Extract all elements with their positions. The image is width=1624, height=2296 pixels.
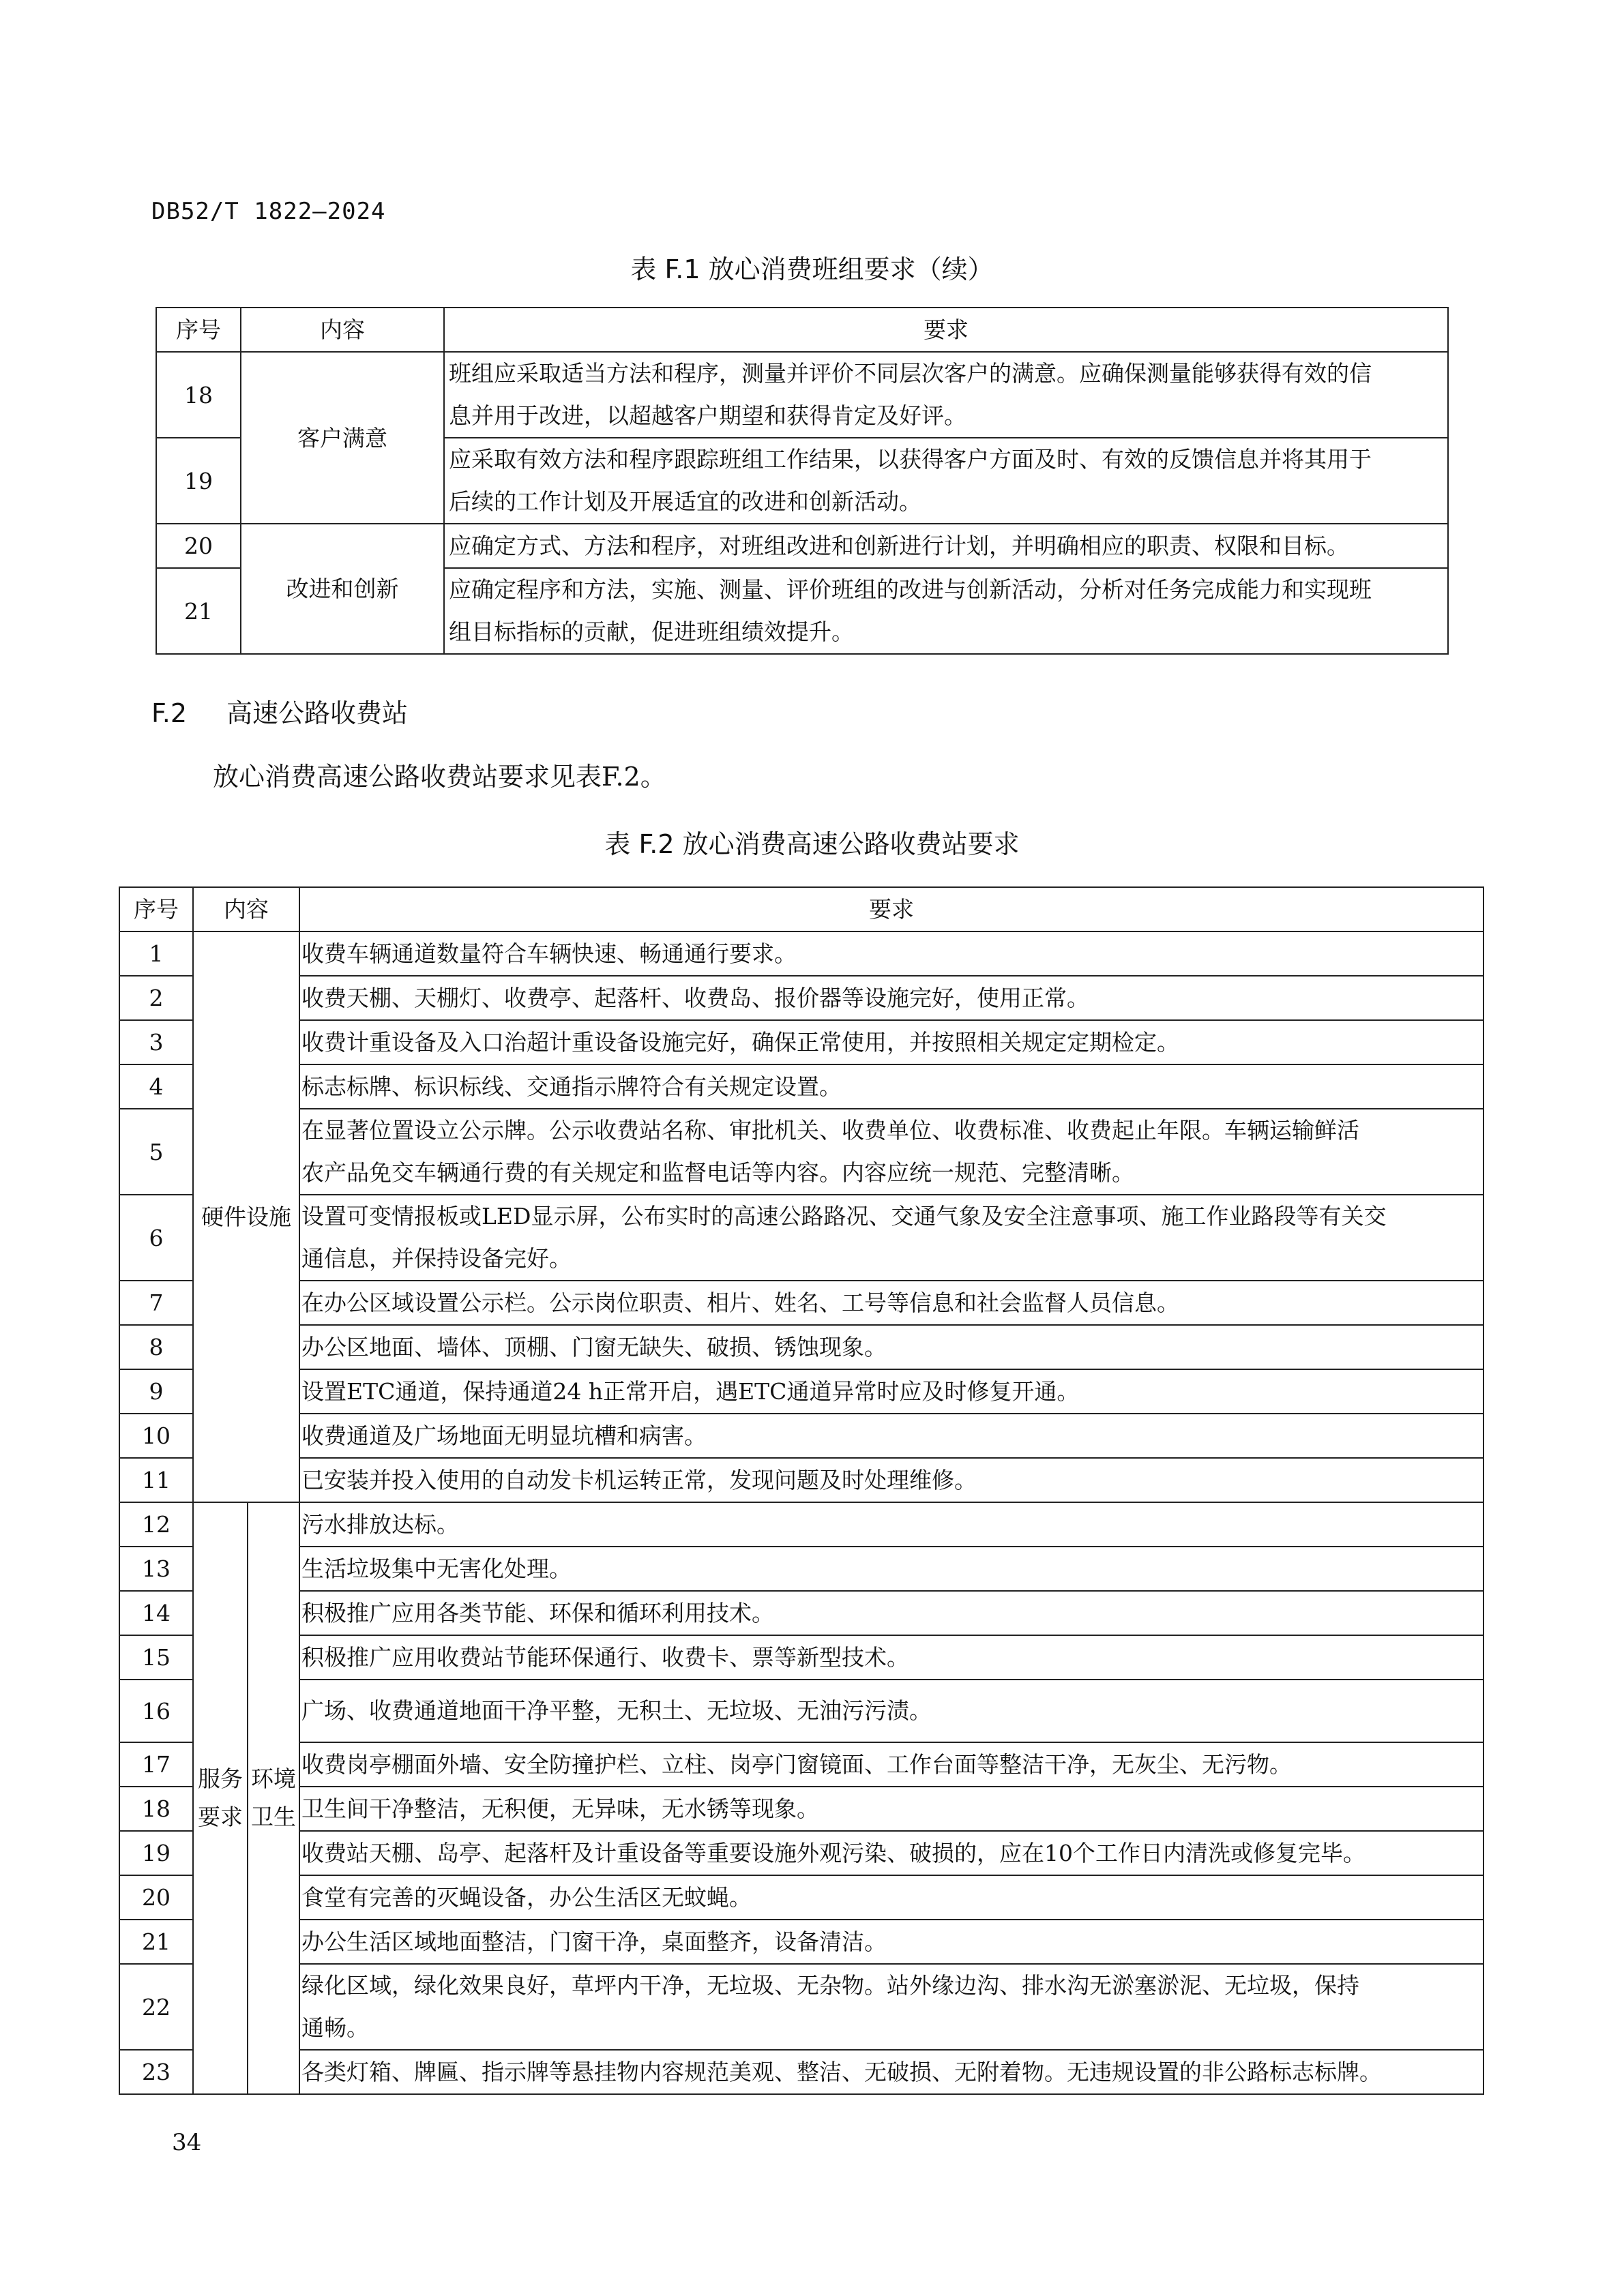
row-number: 18 [119, 1787, 193, 1831]
row-number: 16 [119, 1680, 193, 1742]
table-row [119, 1369, 1483, 1414]
row-number: 5 [119, 1109, 193, 1195]
row-number: 6 [119, 1195, 193, 1281]
requirement-line: 在办公区域设置公示栏。公示岗位职责、相片、姓名、工号等信息和社会监督人员信息。 [301, 1289, 1179, 1316]
requirement-line: 通信息，并保持设备完好。 [301, 1245, 572, 1272]
table-f1-caption: 表 F.1 放心消费班组要求（续） [630, 254, 994, 284]
requirement-cell [299, 1831, 1483, 1875]
content-group: 客户满意 [241, 352, 444, 524]
row-number: 10 [119, 1414, 193, 1458]
requirement-cell [299, 1020, 1483, 1064]
requirement-cell [299, 1964, 1483, 2050]
table-row [119, 1591, 1483, 1635]
requirement-cell [299, 1920, 1483, 1964]
group-line: 服务 [198, 1765, 243, 1792]
table-f1 [156, 307, 1449, 655]
table-row [119, 1020, 1483, 1064]
requirement-cell [299, 1414, 1483, 1458]
section-title: 高速公路收费站 [226, 698, 409, 728]
requirement-cell [299, 1369, 1483, 1414]
table-row [119, 1547, 1483, 1591]
table-row [119, 1325, 1483, 1369]
requirement-cell [299, 1195, 1483, 1281]
requirement-line: 应采取有效方法和程序跟踪班组工作结果，以获得客户方面及时、有效的反馈信息并将其用于 [449, 446, 1372, 473]
requirement-line: 标志标牌、标识标线、交通指示牌符合有关规定设置。 [301, 1073, 842, 1100]
requirement-line: 息并用于改进，以超越客户期望和获得肯定及好评。 [449, 402, 966, 429]
table-row [119, 1458, 1483, 1502]
table-row [119, 931, 1483, 976]
requirement-line: 设置可变情报板或LED显示屏，公布实时的高速公路路况、交通气象及安全注意事项、施工作业路段等有关交 [301, 1203, 1387, 1229]
requirement-line: 班组应采取适当方法和程序，测量并评价不同层次客户的满意。应确保测量能够获得有效的信 [449, 360, 1372, 387]
requirement-cell [299, 1502, 1483, 1547]
header-requirement: 要求 [444, 308, 1448, 352]
table-row [119, 1064, 1483, 1109]
requirement-line: 绿化区域，绿化效果良好，草坪内干净，无垃圾、无杂物。站外缘边沟、排水沟无淤塞淤泥、无垃圾，保持 [301, 1972, 1359, 1999]
requirement-line: 应确定程序和方法，实施、测量、评价班组的改进与创新活动，分析对任务完成能力和实现班 [449, 576, 1372, 603]
header-seq: 序号 [119, 887, 193, 931]
table-row [119, 1414, 1483, 1458]
section-f2-paragraph: 放心消费高速公路收费站要求见表F.2。 [213, 762, 666, 792]
requirement-line: 卫生间干净整洁，无积便，无异味，无水锈等现象。 [301, 1795, 819, 1822]
table-row [119, 2050, 1483, 2094]
requirement-cell [444, 352, 1448, 438]
row-number: 11 [119, 1458, 193, 1502]
section-f2-heading [151, 692, 408, 730]
row-number: 20 [119, 1875, 193, 1920]
requirement-line: 通畅。 [301, 2014, 369, 2041]
requirement-line: 应确定方式、方法和程序，对班组改进和创新进行计划，并明确相应的职责、权限和目标。 [449, 532, 1349, 559]
table-row [119, 1680, 1483, 1742]
table-row [156, 352, 1448, 438]
requirement-cell [299, 2050, 1483, 2094]
content-group: 改进和创新 [241, 524, 444, 654]
page-number: 34 [172, 2129, 202, 2156]
requirement-cell [299, 1875, 1483, 1920]
requirement-cell [299, 1325, 1483, 1369]
row-number: 19 [119, 1831, 193, 1875]
document-code: DB52/T 1822—2024 [151, 198, 386, 225]
row-number: 18 [156, 352, 241, 438]
table-row [119, 976, 1483, 1020]
table-header-row [119, 887, 1483, 931]
requirement-cell [444, 438, 1448, 524]
requirement-cell [299, 1064, 1483, 1109]
row-number: 12 [119, 1502, 193, 1547]
table-header-row [156, 308, 1448, 352]
table-row [119, 1195, 1483, 1281]
group-line: 环境 [251, 1765, 296, 1792]
group-line: 要求 [198, 1804, 243, 1830]
row-number: 3 [119, 1020, 193, 1064]
requirement-cell [299, 1547, 1483, 1591]
requirement-cell [299, 1458, 1483, 1502]
section-number: F.2 [151, 698, 188, 728]
requirement-cell [299, 931, 1483, 976]
row-number: 19 [156, 438, 241, 524]
requirement-line: 收费站天棚、岛亭、起落杆及计重设备等重要设施外观污染、破损的，应在10个工作日内清洗或修复完毕。 [301, 1839, 1365, 1866]
table-f2-caption: 表 F.2 放心消费高速公路收费站要求 [604, 829, 1020, 859]
table-row [119, 1787, 1483, 1831]
requirement-cell [299, 1742, 1483, 1787]
requirement-line: 收费计重设备及入口治超计重设备设施完好，确保正常使用，并按照相关规定定期检定。 [301, 1028, 1179, 1056]
table-f2 [119, 886, 1484, 2095]
requirement-line: 办公区地面、墙体、顶棚、门窗无缺失、破损、锈蚀现象。 [301, 1333, 887, 1360]
content-group-service [193, 1502, 248, 2094]
table-row [119, 1109, 1483, 1195]
row-number: 21 [156, 568, 241, 654]
requirement-line: 积极推广应用各类节能、环保和循环利用技术。 [301, 1599, 774, 1626]
row-number: 4 [119, 1064, 193, 1109]
requirement-line: 积极推广应用收费站节能环保通行、收费卡、票等新型技术。 [301, 1643, 909, 1671]
row-number: 8 [119, 1325, 193, 1369]
group-line: 卫生 [251, 1804, 296, 1830]
header-requirement: 要求 [299, 887, 1483, 931]
header-content: 内容 [241, 308, 444, 352]
requirement-line: 设置ETC通道，保持通道24 h正常开启，遇ETC通道异常时应及时修复开通。 [301, 1377, 1080, 1405]
row-number: 13 [119, 1547, 193, 1591]
requirement-cell [444, 568, 1448, 654]
table-row [119, 1920, 1483, 1964]
requirement-line: 农产品免交车辆通行费的有关规定和监督电话等内容。内容应统一规范、完整清晰。 [301, 1159, 1134, 1186]
requirement-line: 组目标指标的贡献，促进班组绩效提升。 [449, 618, 854, 645]
table-row [119, 1964, 1483, 2050]
requirement-cell [299, 1281, 1483, 1325]
table-row [119, 1831, 1483, 1875]
requirement-cell [299, 1635, 1483, 1680]
row-number: 1 [119, 931, 193, 976]
requirement-cell [299, 1591, 1483, 1635]
table-row [119, 1635, 1483, 1680]
content-group-hardware: 硬件设施 [193, 931, 299, 1502]
requirement-line: 污水排放达标。 [301, 1510, 459, 1538]
row-number: 14 [119, 1591, 193, 1635]
row-number: 23 [119, 2050, 193, 2094]
requirement-line: 各类灯箱、牌匾、指示牌等悬挂物内容规范美观、整洁、无破损、无附着物。无违规设置的非公路标志标牌。 [301, 2058, 1382, 2085]
row-number: 20 [156, 524, 241, 568]
requirement-cell [299, 1680, 1483, 1742]
content-subgroup-env [248, 1502, 299, 2094]
row-number: 17 [119, 1742, 193, 1787]
requirement-cell [299, 1787, 1483, 1831]
table-row [119, 1502, 1483, 1547]
table-row [119, 1875, 1483, 1920]
row-number: 2 [119, 976, 193, 1020]
row-number: 15 [119, 1635, 193, 1680]
requirement-line: 收费通道及广场地面无明显坑槽和病害。 [301, 1422, 707, 1449]
requirement-line: 收费车辆通道数量符合车辆快速、畅通通行要求。 [301, 940, 797, 967]
row-number: 22 [119, 1964, 193, 2050]
requirement-line: 食堂有完善的灭蝇设备，办公生活区无蚊蝇。 [301, 1883, 752, 1911]
row-number: 21 [119, 1920, 193, 1964]
requirement-line: 收费天棚、天棚灯、收费亭、起落杆、收费岛、报价器等设施完好，使用正常。 [301, 984, 1089, 1011]
requirement-line: 后续的工作计划及开展适宜的改进和创新活动。 [449, 488, 921, 515]
requirement-line: 广场、收费通道地面干净平整，无积土、无垃圾、无油污污渍。 [301, 1697, 932, 1724]
requirement-line: 已安装并投入使用的自动发卡机运转正常，发现问题及时处理维修。 [301, 1466, 977, 1493]
header-seq: 序号 [156, 308, 241, 352]
table-row [119, 1742, 1483, 1787]
requirement-cell [299, 976, 1483, 1020]
requirement-cell [299, 1109, 1483, 1195]
row-number: 9 [119, 1369, 193, 1414]
table-row [156, 524, 1448, 568]
header-content: 内容 [193, 887, 299, 931]
requirement-line: 在显著位置设立公示牌。公示收费站名称、审批机关、收费单位、收费标准、收费起止年限。车辆运输鲜活 [301, 1117, 1359, 1144]
table-row [119, 1281, 1483, 1325]
requirement-line: 收费岗亭棚面外墙、安全防撞护栏、立柱、岗亭门窗镜面、工作台面等整洁干净，无灰尘、无污物。 [301, 1750, 1292, 1778]
requirement-line: 办公生活区域地面整洁，门窗干净，桌面整齐，设备清洁。 [301, 1928, 887, 1955]
requirement-cell [444, 524, 1448, 568]
row-number: 7 [119, 1281, 193, 1325]
requirement-line: 生活垃圾集中无害化处理。 [301, 1555, 572, 1582]
